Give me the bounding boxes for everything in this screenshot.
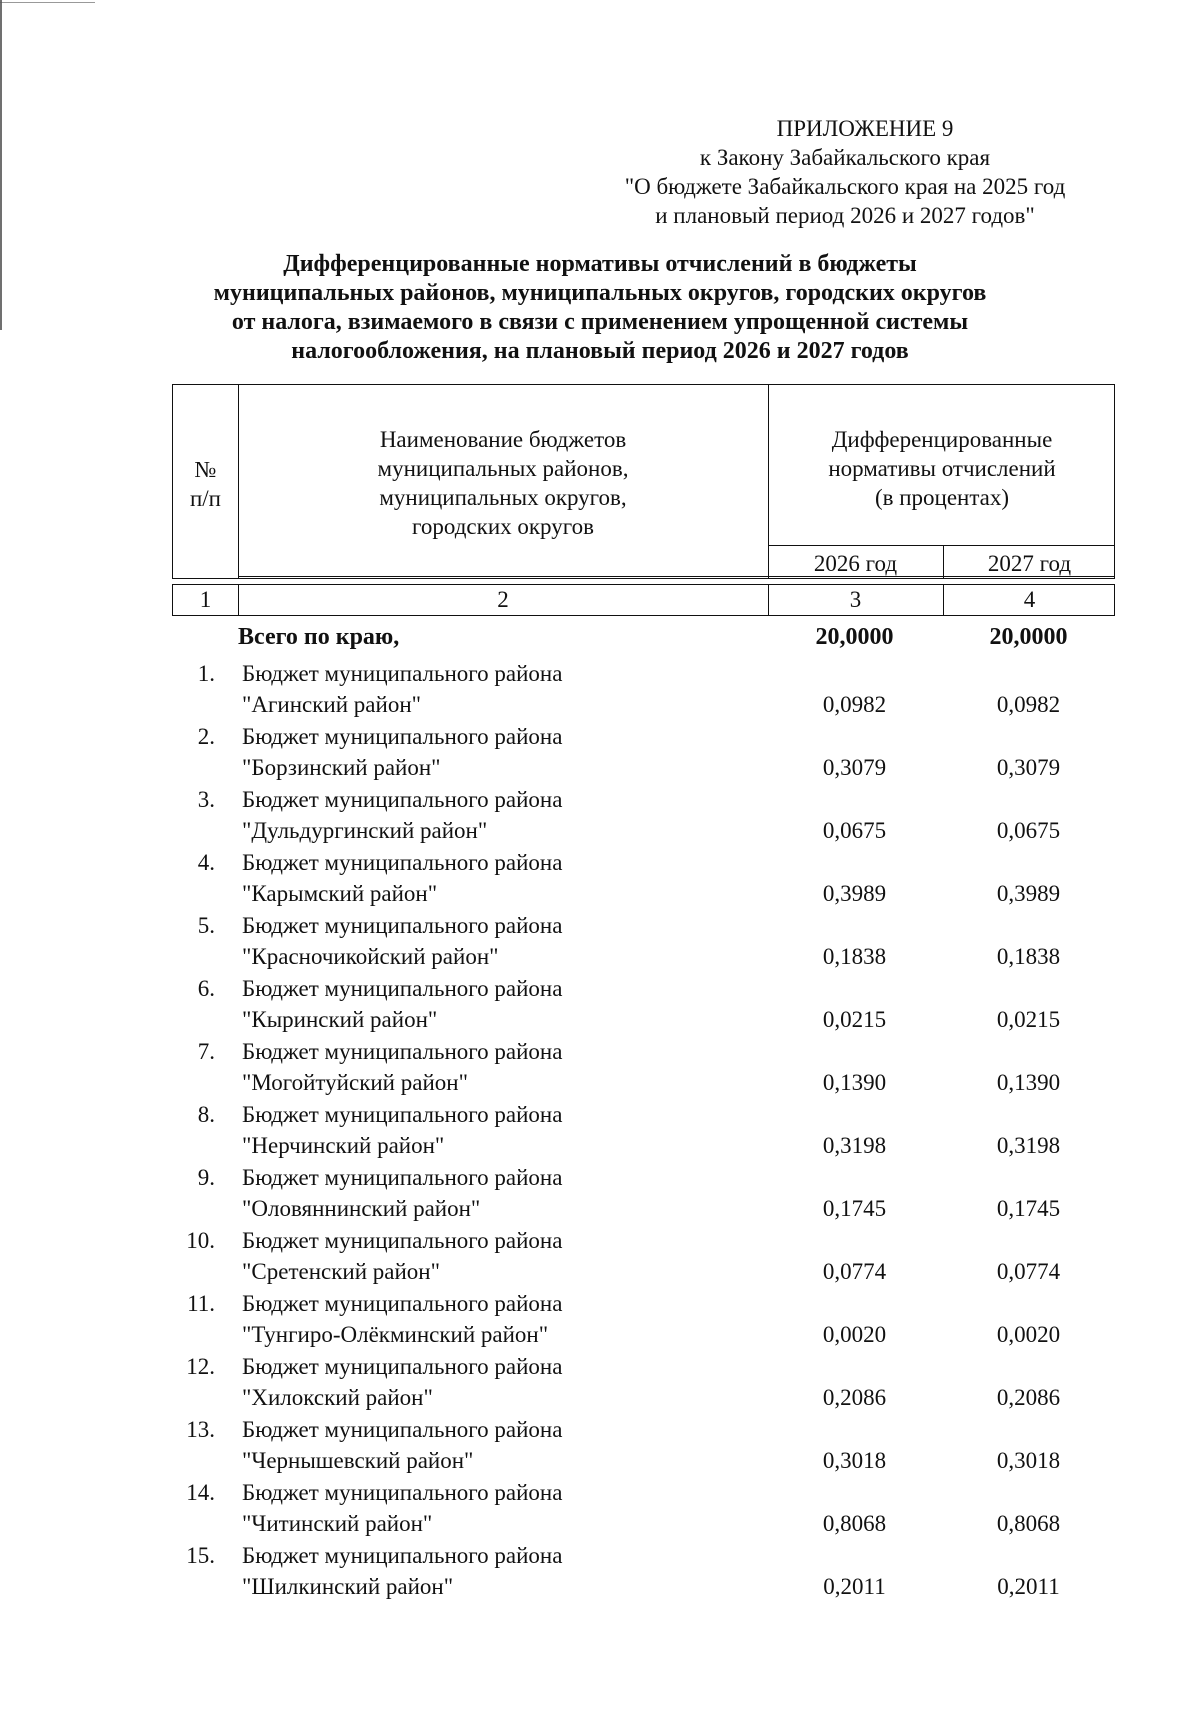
appendix-line: к Закону Забайкальского края [699, 145, 991, 170]
table-row [172, 1225, 1115, 1288]
row-name-line2: "Нерчинский район" [242, 1133, 445, 1158]
row-2026-value: 0,1838 [822, 944, 887, 969]
row-2026-value: 0,0982 [822, 692, 887, 717]
row-2027-value: 0,3079 [996, 755, 1061, 780]
row-name [242, 910, 562, 972]
row-number: 8. [197, 1102, 215, 1127]
row-number: 12. [186, 1354, 215, 1379]
row-2027-value: 0,3198 [996, 1133, 1061, 1158]
total-2026-value: 20,0000 [815, 624, 894, 650]
row-2027-value: 0,0774 [996, 1259, 1061, 1284]
row-2027-value: 0,2086 [996, 1385, 1061, 1410]
row-name-line2: "Могойтуйский район" [242, 1070, 468, 1095]
row-2026-value: 0,3079 [822, 755, 887, 780]
row-name-line2: "Сретенский район" [242, 1259, 440, 1284]
row-name [242, 721, 562, 783]
row-2027-value: 0,0215 [996, 1007, 1061, 1032]
header-norms-cell [768, 425, 1116, 512]
row-2027-value: 0,3018 [996, 1448, 1061, 1473]
row-2027-value: 0,3989 [996, 881, 1061, 906]
table-header [172, 384, 1115, 579]
row-name-line1: Бюджет муниципального района [242, 724, 563, 749]
row-2026-value: 0,3018 [822, 1448, 887, 1473]
row-name-line1: Бюджет муниципального района [242, 913, 563, 938]
row-2027-value: 0,0982 [996, 692, 1061, 717]
row-2026-value: 0,0675 [822, 818, 887, 843]
header-text: нормативы отчислений [828, 456, 1056, 481]
row-name-line1: Бюджет муниципального района [242, 1291, 563, 1316]
table-row [172, 1099, 1115, 1162]
row-2027-value: 0,0675 [996, 818, 1061, 843]
row-name-line2: "Карымский район" [242, 881, 438, 906]
appendix-title: ПРИЛОЖЕНИЕ 9 [776, 116, 954, 141]
row-name-line2: "Шилкинский район" [242, 1574, 454, 1599]
scan-edge [0, 0, 2, 330]
row-name-line1: Бюджет муниципального района [242, 1354, 563, 1379]
row-number: 4. [197, 850, 215, 875]
row-name-line1: Бюджет муниципального района [242, 1039, 563, 1064]
header-text: муниципальных районов, [377, 456, 629, 481]
row-2027-value: 0,2011 [997, 1574, 1060, 1599]
row-number: 15. [186, 1543, 215, 1568]
row-name [242, 1162, 562, 1224]
header-text: муниципальных округов, [379, 485, 627, 510]
row-name-line1: Бюджет муниципального района [242, 1228, 563, 1253]
row-name [242, 784, 562, 846]
row-2026-value: 0,2011 [823, 1574, 886, 1599]
table-row [172, 721, 1115, 784]
header-year-2026: 2026 год [813, 551, 898, 576]
row-name-line1: Бюджет муниципального района [242, 1417, 563, 1442]
table-row [172, 1162, 1115, 1225]
row-divider [768, 545, 1114, 546]
row-name-line1: Бюджет муниципального района [242, 787, 563, 812]
row-name-line2: "Красночикойский район" [242, 944, 499, 969]
appendix-line: "О бюджете Забайкальского края на 2025 год [624, 174, 1066, 199]
table-row [172, 973, 1115, 1036]
row-2027-value: 0,8068 [996, 1511, 1061, 1536]
row-number: 9. [197, 1165, 215, 1190]
row-name-line2: "Читинский район" [242, 1511, 433, 1536]
table-row [172, 1477, 1115, 1540]
title-line: Дифференцированные нормативы отчислений в бюджеты [283, 251, 917, 277]
table-row [172, 847, 1115, 910]
row-name-line1: Бюджет муниципального района [242, 1102, 563, 1127]
row-number: 7. [197, 1039, 215, 1064]
appendix-line: и плановый период 2026 и 2027 годов" [655, 203, 1035, 228]
row-name-line2: "Кыринский район" [242, 1007, 438, 1032]
table-body [172, 658, 1115, 1603]
table-row [172, 1288, 1115, 1351]
table-row [172, 1414, 1115, 1477]
header-text: Дифференцированные [831, 427, 1053, 452]
header-text: Наименование бюджетов [379, 427, 627, 452]
row-2027-value: 0,1745 [996, 1196, 1061, 1221]
row-2027-value: 0,1838 [996, 944, 1061, 969]
row-name [242, 1414, 562, 1476]
row-2026-value: 0,2086 [822, 1385, 887, 1410]
row-name-line1: Бюджет муниципального района [242, 661, 563, 686]
row-name-line2: "Агинский район" [242, 692, 422, 717]
row-name [242, 1099, 562, 1161]
row-name-line2: "Борзинский район" [242, 755, 441, 780]
title-line: налогообложения, на плановый период 2026 и 2027 годов [291, 338, 909, 364]
row-name [242, 1540, 562, 1602]
column-number: 2 [497, 587, 509, 612]
row-name-line1: Бюджет муниципального района [242, 1543, 563, 1568]
header-number-cell [173, 455, 238, 513]
row-name [242, 973, 562, 1035]
document-title [150, 250, 1050, 366]
row-name [242, 1036, 562, 1098]
row-number: 1. [197, 661, 215, 686]
row-name-line1: Бюджет муниципального района [242, 976, 563, 1001]
row-name [242, 1351, 562, 1413]
scan-edge [0, 2, 95, 3]
row-number: 2. [197, 724, 215, 749]
row-name-line2: "Хилокский район" [242, 1385, 433, 1410]
row-2026-value: 0,3989 [822, 881, 887, 906]
table-row [172, 1351, 1115, 1414]
row-number: 3. [197, 787, 215, 812]
header-text: № [194, 457, 217, 482]
column-number: 4 [1023, 587, 1036, 612]
row-name [242, 1477, 562, 1539]
table-row [172, 910, 1115, 973]
row-name-line2: "Дульдургинский район" [242, 818, 488, 843]
title-line: от налога, взимаемого в связи с применением упрощенной системы [231, 309, 969, 335]
row-number: 11. [187, 1291, 215, 1316]
row-name-line1: Бюджет муниципального района [242, 850, 563, 875]
header-text: (в процентах) [874, 485, 1010, 510]
row-number: 13. [186, 1417, 215, 1442]
row-name-line1: Бюджет муниципального района [242, 1165, 563, 1190]
row-2027-value: 0,0020 [996, 1322, 1061, 1347]
row-number: 6. [197, 976, 215, 1001]
row-name [242, 1288, 562, 1350]
row-name-line2: "Оловяннинский район" [242, 1196, 481, 1221]
row-2026-value: 0,3198 [822, 1133, 887, 1158]
table-row [172, 784, 1115, 847]
row-number: 10. [186, 1228, 215, 1253]
row-name [242, 1225, 562, 1287]
column-number-row [172, 584, 1115, 616]
header-text: п/п [189, 486, 221, 511]
row-2026-value: 0,0020 [822, 1322, 887, 1347]
row-2026-value: 0,0774 [822, 1259, 887, 1284]
header-text: городских округов [412, 514, 594, 539]
header-name-cell [238, 425, 768, 541]
row-2026-value: 0,1390 [822, 1070, 887, 1095]
total-2027-value: 20,0000 [989, 624, 1068, 650]
total-label: Всего по краю, [238, 624, 400, 650]
row-name [242, 658, 562, 720]
row-2026-value: 0,1745 [822, 1196, 887, 1221]
header-year-2027: 2027 год [987, 551, 1072, 576]
column-number: 3 [849, 587, 862, 612]
table-row [172, 658, 1115, 721]
row-name-line2: "Чернышевский район" [242, 1448, 474, 1473]
title-line: муниципальных районов, муниципальных округов, городских округов [213, 280, 987, 306]
row-name-line2: "Тунгиро-Олёкминский район" [242, 1322, 549, 1347]
column-number: 1 [199, 587, 212, 612]
table-row [172, 1036, 1115, 1099]
row-number: 5. [197, 913, 215, 938]
row-number: 14. [186, 1480, 215, 1505]
table-row [172, 1540, 1115, 1603]
row-2027-value: 0,1390 [996, 1070, 1061, 1095]
row-2026-value: 0,0215 [822, 1007, 887, 1032]
appendix-block [600, 114, 1090, 230]
row-2026-value: 0,8068 [822, 1511, 887, 1536]
row-name-line1: Бюджет муниципального района [242, 1480, 563, 1505]
row-name [242, 847, 562, 909]
